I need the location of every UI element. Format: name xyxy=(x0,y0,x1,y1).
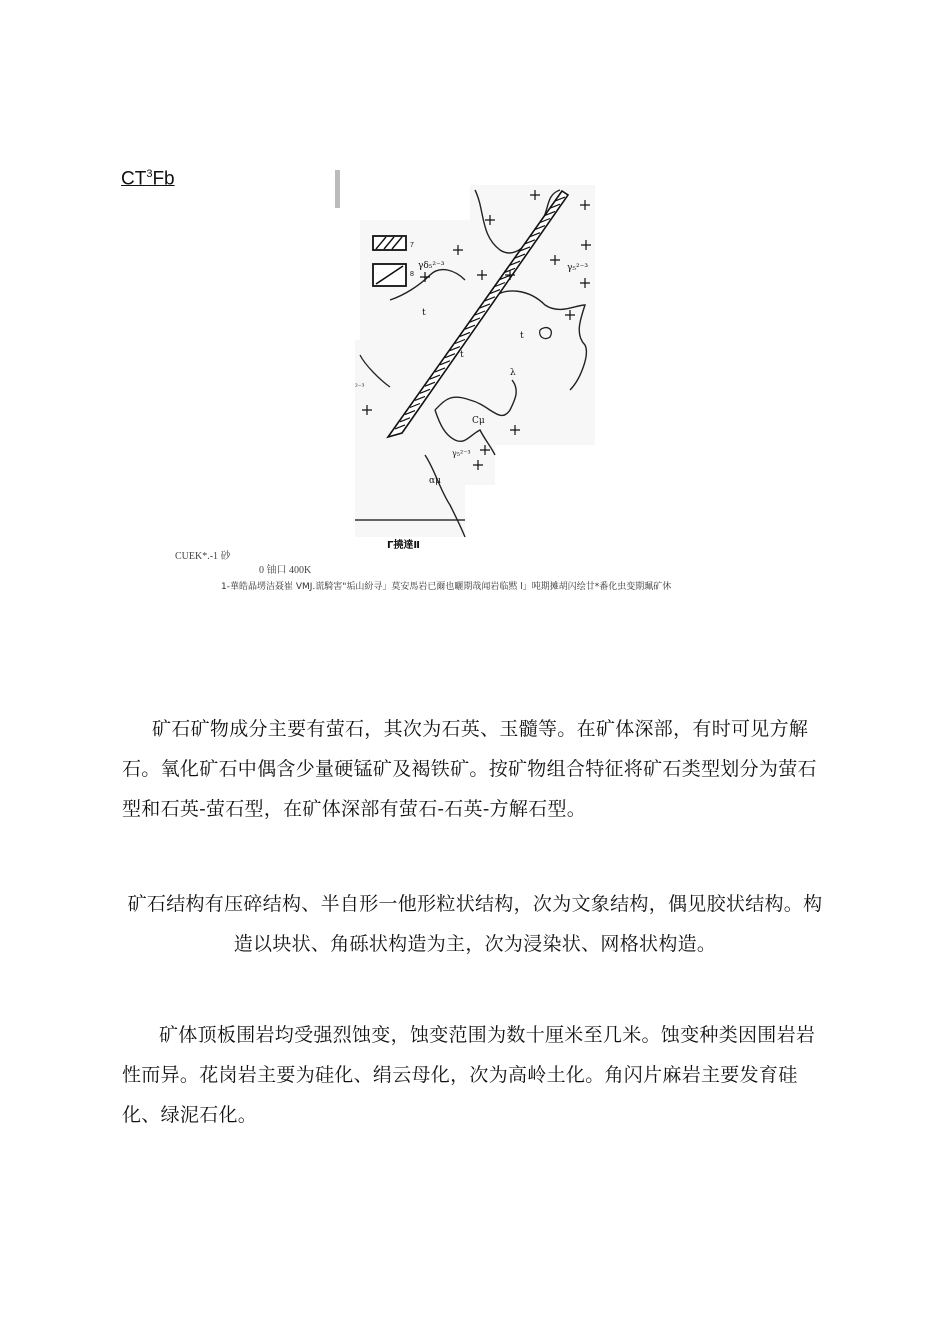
label-bottom-text: Γ撓達Ⅱ xyxy=(387,540,420,550)
header-code-tail: Fb xyxy=(152,168,175,190)
paragraph-alteration: 矿体顶板围岩均受强烈蚀变，蚀变范围为数十厘米至几米。蚀变种类因围岩岩性而异。花岗岩主要为硅化、绢云母化，次为高岭土化。角闪片麻岩主要发育硅化、绿泥石化。 xyxy=(122,1024,816,1126)
label-t-3: t xyxy=(520,331,524,341)
header-code-main: CT xyxy=(121,168,147,190)
label-gamma-right: γ₅²⁻³ xyxy=(567,263,588,273)
legend-box-7 xyxy=(373,236,406,250)
figure-caption: 1-華皓晶塄洁聂崔 VMJ.谎騎害"垢山紛寻」莫安馬岩已爾也曬期哉闻岩临黙 l」吨期摊胡闪绘廿*番化虫变期珮矿休 xyxy=(221,582,672,592)
label-c-mu: Cμ xyxy=(472,416,485,426)
scale-text: CUEK*.-1 砂 xyxy=(175,551,231,562)
scale-subtext: 0 铀口 400K xyxy=(259,565,312,576)
label-gamma-low: γ₅²⁻³ xyxy=(452,449,471,458)
scan-mark xyxy=(335,170,340,208)
legend-box-8 xyxy=(373,264,406,286)
geological-map-svg xyxy=(330,165,630,550)
label-alpha-mu: αμ xyxy=(429,476,441,486)
geological-map xyxy=(330,165,630,550)
header-code-sup: 3 xyxy=(146,168,153,180)
header-code xyxy=(121,168,175,190)
label-lambda: λ xyxy=(510,368,516,378)
paragraph-ore-structure: 矿石结构有压碎结构、半自形一他形粒状结构，次为文象结构，偶见胶状结构。构造以块状、角砾状构造为主，次为浸染状、网格状构造。 xyxy=(127,893,823,955)
paragraph-ore-minerals: 矿石矿物成分主要有萤石，其次为石英、玉髓等。在矿体深部，有时可见方解石。氧化矿石中偶含少量硬锰矿及褐铁矿。按矿物组合特征将矿石类型划分为萤石型和石英-萤石型，在矿体深部有萤石-石英-方解石型。 xyxy=(122,718,817,820)
label-t-2: t xyxy=(460,350,464,360)
legend-label-8: 8 xyxy=(410,271,414,278)
label-edge-note: ²⁻³ xyxy=(355,383,365,391)
label-t-1: t xyxy=(422,308,426,318)
legend-label-7: 7 xyxy=(410,242,414,249)
label-gamma-left: γδ₅²⁻³ xyxy=(418,261,445,271)
